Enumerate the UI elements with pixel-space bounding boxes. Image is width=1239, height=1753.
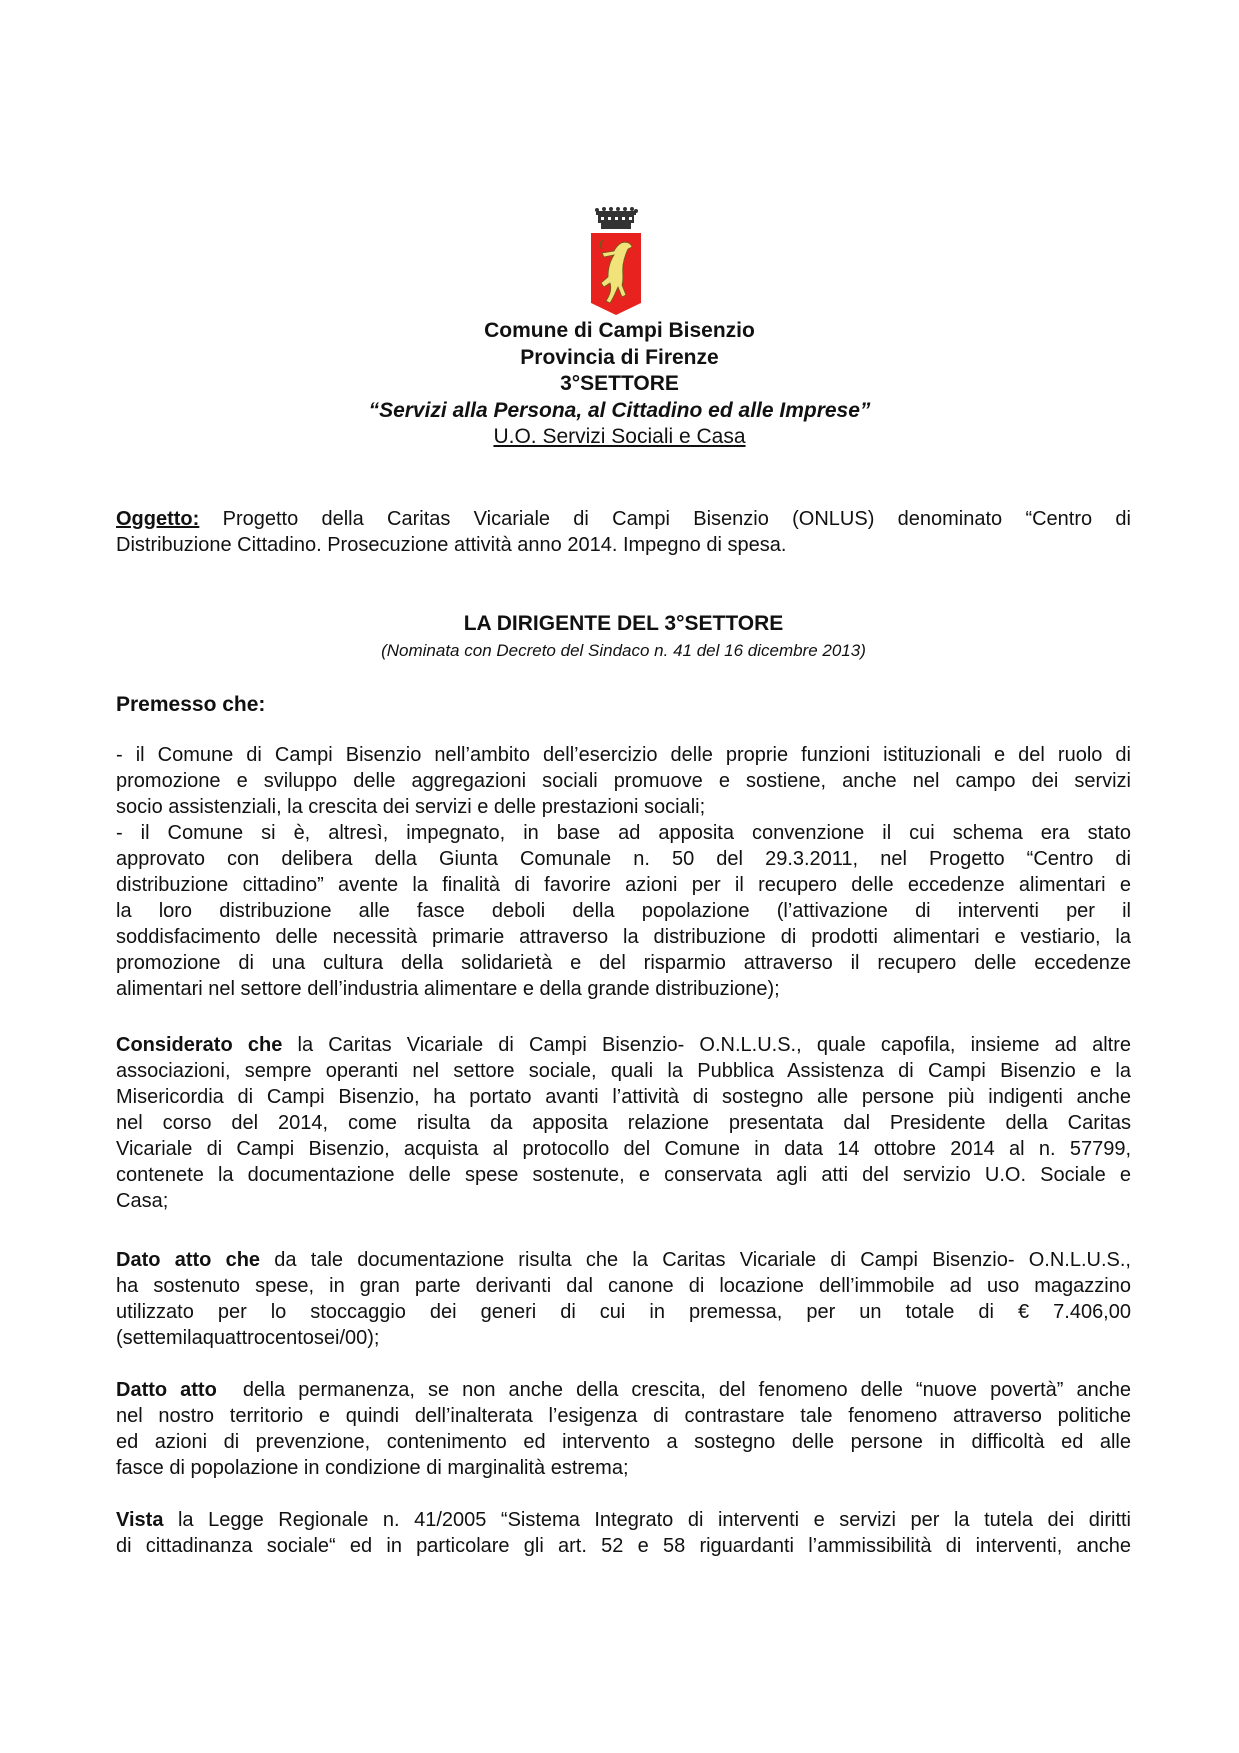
document-header <box>0 318 1239 451</box>
text-line: fasce di popolazione in condizione di marginalità estrema; <box>116 1457 629 1479</box>
text-line: socio assistenziali, la crescita dei servizi e delle prestazioni sociali; <box>116 796 706 818</box>
text-line: ed azioni di prevenzione, contenimento ed intervento a sostegno delle persone in difficoltà ed alle <box>116 1431 1131 1453</box>
text-line: nel nostro territorio e quindi dell’inalterata l’esigenza di contrastare tale fenomeno attraverso politiche <box>116 1405 1131 1427</box>
text-line: Misericordia di Campi Bisenzio, ha portato avanti l’attività di sostegno alle persone più indigenti anche <box>116 1086 1131 1108</box>
text-line: soddisfacimento delle necessità primarie attraverso la distribuzione di prodotti alimentari e vestiario, la <box>116 926 1131 948</box>
text-line: Casa; <box>116 1190 169 1212</box>
text-line: Vicariale di Campi Bisenzio, acquista al protocollo del Comune in data 14 ottobre 2014 al n. 57799, <box>116 1138 1131 1160</box>
vista-paragraph <box>116 1507 1131 1559</box>
oggetto-label: Oggetto: <box>116 508 200 530</box>
text-line: da tale documentazione risulta che la Caritas Vicariale di Campi Bisenzio- O.N.L.U.S., <box>260 1249 1131 1271</box>
settore-name: 3°SETTORE <box>560 372 679 395</box>
text-line: la Legge Regionale n. 41/2005 “Sistema Integrato di interventi e servizi per la tutela dei diritti <box>163 1509 1131 1531</box>
text-line: promozione di una cultura della solidarietà e del risparmio attraverso il recupero delle eccedenze <box>116 952 1131 974</box>
considerato-label: Considerato che <box>116 1034 283 1056</box>
text-line: approvato con delibera della Giunta Comunale n. 50 del 29.3.2011, nel Progetto “Centro di <box>116 848 1131 870</box>
comune-name: Comune di Campi Bisenzio <box>484 319 755 342</box>
text-line: nel corso del 2014, come risulta da apposita relazione presentata dal Presidente della Caritas <box>116 1112 1131 1134</box>
text-line: Distribuzione Cittadino. Prosecuzione attività anno 2014. Impegno di spesa. <box>116 534 787 556</box>
considerato-paragraph <box>116 1032 1131 1214</box>
text-line: alimentari nel settore dell’industria alimentare e della grande distribuzione); <box>116 978 780 1000</box>
text-line: ha sostenuto spese, in gran parte derivanti dal canone di locazione dell’immobile ad uso magazzino <box>116 1275 1131 1297</box>
text-line: distribuzione cittadino” avente la finalità di favorire azioni per il recupero delle eccedenze alimentari e <box>116 874 1131 896</box>
vista-label: Vista <box>116 1509 164 1531</box>
text-line: di cittadinanza sociale“ ed in particolare gli art. 52 e 58 riguardanti l’ammissibilità di interventi, anche <box>116 1535 1131 1557</box>
text-line: - il Comune si è, altresì, impegnato, in base ad apposita convenzione il cui schema era stato <box>116 822 1131 844</box>
datto-atto-paragraph <box>116 1377 1131 1481</box>
text-line: la Caritas Vicariale di Campi Bisenzio- O.N.L.U.S., quale capofila, insieme ad altre <box>282 1034 1132 1056</box>
dato-atto-label: Dato atto che <box>116 1249 261 1271</box>
oggetto-paragraph <box>116 506 1131 558</box>
text-line: associazioni, sempre operanti nel settore sociale, quali la Pubblica Assistenza di Campi Bisenzio e la <box>116 1060 1131 1082</box>
text-line: (settemilaquattrocentosei/00); <box>116 1327 380 1349</box>
text-line: utilizzato per lo stoccaggio dei generi di cui in premessa, per un totale di € 7.406,00 <box>116 1301 1131 1323</box>
settore-subtitle: “Servizi alla Persona, al Cittadino ed alle Imprese” <box>368 398 871 422</box>
text-line: Progetto della Caritas Vicariale di Campi Bisenzio (ONLUS) denominato “Centro di <box>199 508 1131 530</box>
text-line: - il Comune di Campi Bisenzio nell’ambito dell’esercizio delle proprie funzioni istituzionali e del ruolo di <box>116 744 1131 766</box>
datto-atto-label: Datto atto <box>116 1379 217 1401</box>
text-line: contenete la documentazione delle spese sostenute, e conservata agli atti del servizio U.O. Sociale e <box>116 1164 1131 1186</box>
premesso-paragraph <box>116 742 1131 1002</box>
dato-atto-paragraph <box>116 1247 1131 1351</box>
text-line: promozione e sviluppo delle aggregazioni sociali promuove e sostiene, anche nel campo dei servizi <box>116 770 1131 792</box>
coat-of-arms-icon <box>588 205 644 317</box>
unita-operativa: U.O. Servizi Sociali e Casa <box>493 425 746 448</box>
provincia-name: Provincia di Firenze <box>520 345 719 369</box>
text-line: la loro distribuzione alle fasce deboli della popolazione (l’attivazione di interventi per il <box>116 900 1131 922</box>
dirigente-title: LA DIRIGENTE DEL 3°SETTORE <box>463 612 784 635</box>
text-line: della permanenza, se non anche della crescita, del fenomeno delle “nuove povertà” anche <box>216 1379 1131 1401</box>
premesso-heading: Premesso che: <box>116 693 266 716</box>
dirigente-nomination: (Nominata con Decreto del Sindaco n. 41 del 16 dicembre 2013) <box>381 641 866 660</box>
